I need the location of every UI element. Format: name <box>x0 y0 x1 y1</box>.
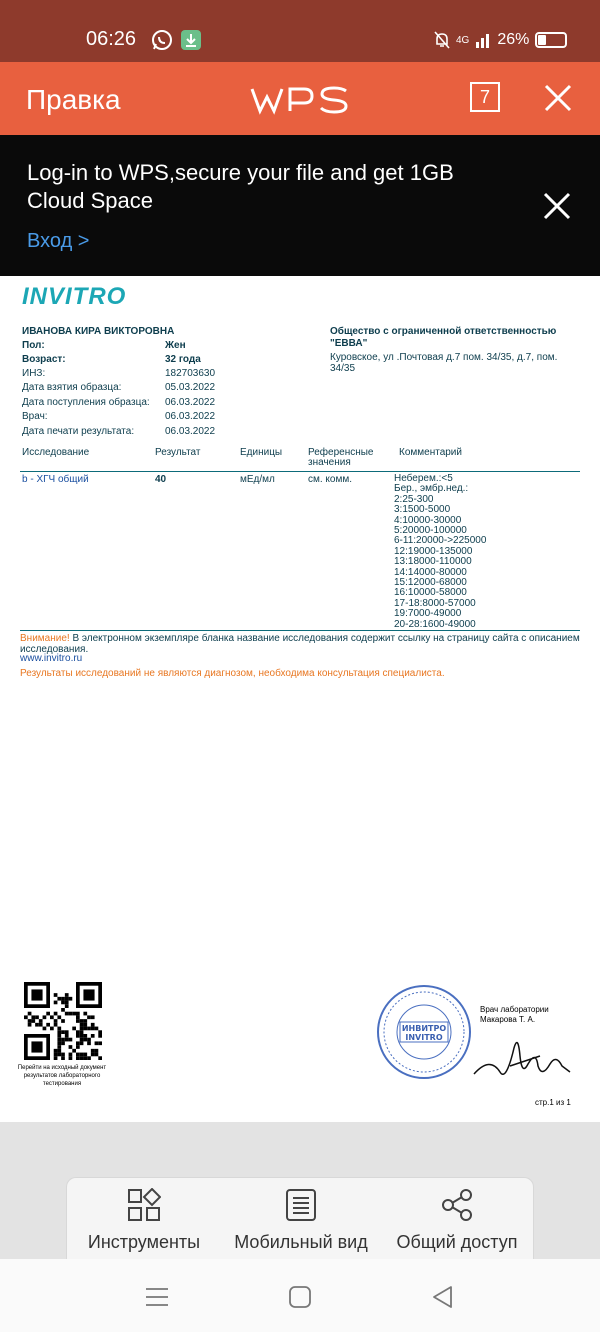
header-result: Результат <box>155 447 201 458</box>
banner-text: Log-in to WPS,secure your file and get 1GB Cloud Space <box>27 160 454 213</box>
header-test: Исследование <box>22 447 90 458</box>
mobile-view-label: Мобильный вид <box>234 1232 368 1252</box>
back-icon[interactable] <box>431 1285 455 1309</box>
info-label: Дата поступления образца: <box>22 397 150 408</box>
comment-line: 4:10000-30000 <box>394 514 462 526</box>
close-icon[interactable] <box>544 84 572 112</box>
share-label: Общий доступ <box>396 1232 518 1252</box>
doctor-signature <box>470 1026 574 1086</box>
doctor-title: Врач лаборатории <box>480 1005 549 1014</box>
qr-caption: Перейти на исходный документ результатов лабораторного тестирования <box>17 1065 107 1087</box>
tools-label: Инструменты <box>87 1232 201 1252</box>
disclaimer: Результаты исследований не являются диагнозом, необходима консультация специалиста. <box>20 668 445 679</box>
document-page[interactable] <box>0 276 600 1122</box>
share-button[interactable] <box>382 1188 532 1253</box>
page-number: стр.1 из 1 <box>535 1098 571 1107</box>
lab-name: Общество с ограниченной ответственностью "ЕВВА" <box>330 326 557 349</box>
status-time: 06:26 <box>86 28 137 50</box>
qr-code <box>24 982 102 1060</box>
comment-line: 16:10000-58000 <box>394 587 467 599</box>
comment-list <box>394 474 486 630</box>
mobile-view-button[interactable] <box>226 1188 376 1253</box>
svg-text:ИНВИТРО: ИНВИТРО <box>401 1024 447 1033</box>
comment-line: 12:19000-135000 <box>394 545 473 557</box>
header-units: Единицы <box>240 447 283 458</box>
comment-line: 17-18:8000-57000 <box>394 597 476 609</box>
comment-line: 14:14000-80000 <box>394 566 467 578</box>
info-value: 06.03.2022 <box>165 426 216 437</box>
comment-line: 2:25-300 <box>394 493 434 505</box>
invitro-logo: INVITRO <box>22 283 127 310</box>
home-icon[interactable] <box>288 1285 312 1309</box>
warning-text: В электронном экземпляре бланка название исследования содержит ссылку на страницу сайта с описанием исследования. <box>20 633 580 655</box>
status-bar <box>0 0 600 62</box>
comment-line: 5:20000-100000 <box>394 525 467 537</box>
whatsapp-icon <box>151 29 173 51</box>
info-label: Возраст: <box>22 354 66 365</box>
info-value: 32 года <box>165 354 201 365</box>
info-value: 182703630 <box>165 368 216 379</box>
battery-percent: 26% <box>497 31 530 48</box>
doctor-info <box>480 1005 549 1025</box>
network-type: 4G <box>456 34 470 46</box>
result-value: 40 <box>155 474 167 485</box>
login-link[interactable]: Вход > <box>27 230 90 252</box>
reference-value: см. комм. <box>308 474 353 485</box>
login-banner <box>0 135 600 276</box>
app-bar <box>0 62 600 135</box>
info-label: Врач: <box>22 411 48 422</box>
comment-line: 15:12000-68000 <box>394 577 467 589</box>
mobile-view-icon <box>284 1188 318 1222</box>
banner-close-icon[interactable] <box>542 191 572 221</box>
svg-text:INVITRO: INVITRO <box>405 1033 443 1042</box>
mute-bell-icon <box>434 31 450 49</box>
tools-button[interactable] <box>69 1188 219 1253</box>
bottom-toolbar <box>66 1177 534 1259</box>
invitro-site-link[interactable]: www.invitro.ru <box>20 653 83 664</box>
info-value: Жен <box>165 340 186 351</box>
share-icon <box>440 1188 474 1222</box>
battery-icon <box>535 32 567 48</box>
tools-icon <box>127 1188 161 1222</box>
header-reference: Референсные значения <box>308 447 374 468</box>
battery-level <box>538 35 545 45</box>
info-value: 06.03.2022 <box>165 397 216 408</box>
menu-icon[interactable] <box>145 1285 169 1309</box>
signal-icon <box>475 32 491 48</box>
table-bottom-divider <box>20 630 580 631</box>
patient-name: ИВАНОВА КИРА ВИКТОРОВНА <box>22 326 175 337</box>
warning-note <box>20 633 585 655</box>
result-units: мЕд/мл <box>240 474 275 485</box>
wps-logo <box>250 85 350 115</box>
table-divider <box>20 471 580 472</box>
info-value: 06.03.2022 <box>165 411 216 422</box>
info-label: Дата печати результата: <box>22 426 135 437</box>
warning-label: Внимание! <box>20 633 70 644</box>
comment-line: Неберем.:<5 <box>394 473 453 484</box>
info-label: Пол: <box>22 340 45 351</box>
edit-button[interactable]: Правка <box>26 84 121 115</box>
system-nav-bar <box>0 1259 600 1332</box>
download-icon <box>181 30 201 50</box>
comment-line: 6-11:20000->225000 <box>394 535 487 547</box>
info-label: Дата взятия образца: <box>22 382 122 393</box>
test-name-link[interactable]: b - ХГЧ общий <box>22 474 89 485</box>
lab-stamp <box>376 984 472 1080</box>
info-label: ИНЗ: <box>22 368 46 379</box>
comment-line: 20-28:1600-49000 <box>394 618 476 630</box>
comment-line: 19:7000-49000 <box>394 608 462 620</box>
status-indicators <box>434 29 567 51</box>
comment-line: 3:1500-5000 <box>394 504 451 516</box>
doctor-name: Макарова Т. А. <box>480 1015 536 1024</box>
header-comment: Комментарий <box>399 447 462 458</box>
info-value: 05.03.2022 <box>165 382 216 393</box>
page-count-button[interactable]: 7 <box>470 82 500 112</box>
comment-line: Бер., эмбр.нед.: <box>394 483 469 495</box>
comment-line: 13:18000-110000 <box>394 556 472 568</box>
lab-address: Куровское, ул .Почтовая д.7 пом. 34/35, д.7, пом. 34/35 <box>330 352 558 374</box>
